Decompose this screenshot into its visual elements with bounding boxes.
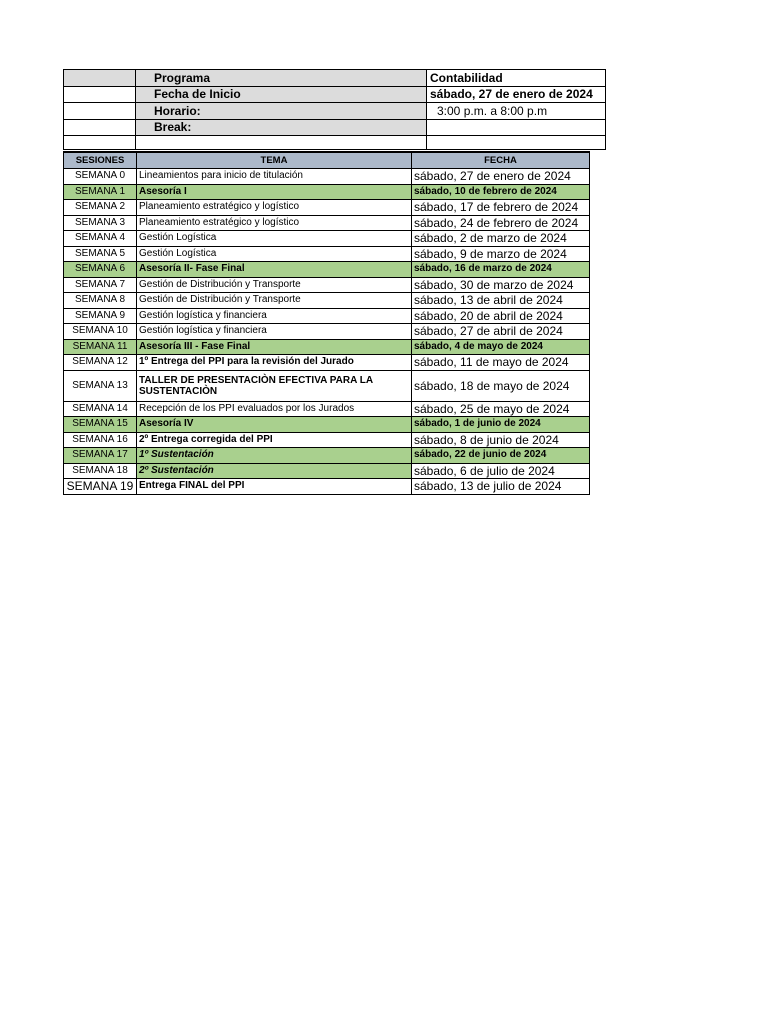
topic-cell: Gestión logística y financiera <box>137 324 412 340</box>
table-row <box>64 355 590 371</box>
date-cell: sábado, 13 de julio de 2024 <box>412 479 590 495</box>
session-cell: SEMANA 6 <box>64 262 137 278</box>
table-row <box>64 277 590 293</box>
session-cell: SEMANA 0 <box>64 169 137 185</box>
header-fecha: FECHA <box>412 152 590 169</box>
table-row <box>64 339 590 355</box>
date-cell: sábado, 27 de enero de 2024 <box>412 169 590 185</box>
date-cell: sábado, 25 de mayo de 2024 <box>412 401 590 417</box>
session-cell: SEMANA 11 <box>64 339 137 355</box>
table-row <box>64 262 590 278</box>
info-blank-cell <box>64 70 136 87</box>
topic-cell: Asesoría IV <box>137 417 412 433</box>
table-row <box>64 246 590 262</box>
session-cell: SEMANA 17 <box>64 448 137 464</box>
topic-cell: 2º Sustentación <box>137 463 412 479</box>
session-cell: SEMANA 7 <box>64 277 137 293</box>
table-row <box>64 463 590 479</box>
programa-label: Programa <box>136 70 427 87</box>
date-cell: sábado, 24 de febrero de 2024 <box>412 215 590 231</box>
date-cell: sábado, 11 de mayo de 2024 <box>412 355 590 371</box>
fecha-inicio-label: Fecha de Inicio <box>136 86 427 103</box>
date-cell: sábado, 16 de marzo de 2024 <box>412 262 590 278</box>
info-row-break <box>64 119 606 136</box>
date-cell: sábado, 30 de marzo de 2024 <box>412 277 590 293</box>
session-cell: SEMANA 3 <box>64 215 137 231</box>
topic-cell: Asesoría III - Fase Final <box>137 339 412 355</box>
date-cell: sábado, 9 de marzo de 2024 <box>412 246 590 262</box>
table-row <box>64 417 590 433</box>
topic-cell: 1º Sustentación <box>137 448 412 464</box>
date-cell: sábado, 22 de junio de 2024 <box>412 448 590 464</box>
info-blank-cell <box>64 119 136 136</box>
schedule-table <box>63 151 590 495</box>
info-row-fecha-inicio <box>64 86 606 103</box>
topic-cell: 1º Entrega del PPI para la revisión del Jurado <box>137 355 412 371</box>
session-cell: SEMANA 9 <box>64 308 137 324</box>
info-blank-cell <box>64 86 136 103</box>
topic-cell: Asesoría I <box>137 184 412 200</box>
topic-cell: Entrega FINAL del PPI <box>137 479 412 495</box>
session-cell: SEMANA 16 <box>64 432 137 448</box>
topic-cell: Planeamiento estratégico y logístico <box>137 215 412 231</box>
table-row <box>64 215 590 231</box>
topic-cell: Gestión de Distribución y Transporte <box>137 277 412 293</box>
header-sesiones: SESIONES <box>64 152 137 169</box>
topic-cell: TALLER DE PRESENTACIÒN EFECTIVA PARA LA SUSTENTACIÒN <box>137 370 412 401</box>
header-tema: TEMA <box>137 152 412 169</box>
info-blank-cell <box>64 103 136 120</box>
date-cell: sábado, 6 de julio de 2024 <box>412 463 590 479</box>
horario-label: Horario: <box>136 103 427 120</box>
date-cell: sábado, 8 de junio de 2024 <box>412 432 590 448</box>
info-spacer-row <box>64 136 606 150</box>
table-row <box>64 169 590 185</box>
date-cell: sábado, 17 de febrero de 2024 <box>412 200 590 216</box>
topic-cell: Lineamientos para inicio de titulación <box>137 169 412 185</box>
session-cell: SEMANA 1 <box>64 184 137 200</box>
date-cell: sábado, 4 de mayo de 2024 <box>412 339 590 355</box>
info-row-programa <box>64 70 606 87</box>
topic-cell: Recepción de los PPI evaluados por los Jurados <box>137 401 412 417</box>
topic-cell: Gestión de Distribución y Transporte <box>137 293 412 309</box>
session-cell: SEMANA 5 <box>64 246 137 262</box>
date-cell: sábado, 2 de marzo de 2024 <box>412 231 590 247</box>
date-cell: sábado, 27 de abril de 2024 <box>412 324 590 340</box>
break-value <box>427 119 606 136</box>
topic-cell: Planeamiento estratégico y logístico <box>137 200 412 216</box>
session-cell: SEMANA 8 <box>64 293 137 309</box>
table-row <box>64 370 590 401</box>
fecha-inicio-value: sábado, 27 de enero de 2024 <box>427 86 606 103</box>
table-row <box>64 231 590 247</box>
topic-cell: Gestión Logística <box>137 231 412 247</box>
session-cell: SEMANA 12 <box>64 355 137 371</box>
session-cell: SEMANA 14 <box>64 401 137 417</box>
topic-cell: Gestión Logística <box>137 246 412 262</box>
session-cell: SEMANA 2 <box>64 200 137 216</box>
session-cell: SEMANA 18 <box>64 463 137 479</box>
session-cell: SEMANA 4 <box>64 231 137 247</box>
topic-cell: Asesoría II- Fase Final <box>137 262 412 278</box>
date-cell: sábado, 1 de junio de 2024 <box>412 417 590 433</box>
table-row <box>64 479 590 495</box>
program-info-table <box>63 69 606 150</box>
table-row <box>64 448 590 464</box>
session-cell: SEMANA 15 <box>64 417 137 433</box>
info-blank-cell <box>427 136 606 150</box>
session-cell: SEMANA 19 <box>64 479 137 495</box>
table-row <box>64 200 590 216</box>
table-row <box>64 432 590 448</box>
session-cell: SEMANA 13 <box>64 370 137 401</box>
date-cell: sábado, 10 de febrero de 2024 <box>412 184 590 200</box>
date-cell: sábado, 13 de abril de 2024 <box>412 293 590 309</box>
schedule-header-row <box>64 152 590 169</box>
info-blank-cell <box>64 136 136 150</box>
table-row <box>64 401 590 417</box>
topic-cell: Gestión logística y financiera <box>137 308 412 324</box>
date-cell: sábado, 18 de mayo de 2024 <box>412 370 590 401</box>
info-blank-cell <box>136 136 427 150</box>
session-cell: SEMANA 10 <box>64 324 137 340</box>
info-row-horario <box>64 103 606 120</box>
table-row <box>64 184 590 200</box>
table-row <box>64 308 590 324</box>
table-row <box>64 293 590 309</box>
horario-value: 3:00 p.m. a 8:00 p.m <box>427 103 606 120</box>
break-label: Break: <box>136 119 427 136</box>
table-row <box>64 324 590 340</box>
topic-cell: 2º Entrega corregida del PPI <box>137 432 412 448</box>
programa-value: Contabilidad <box>427 70 606 87</box>
date-cell: sábado, 20 de abril de 2024 <box>412 308 590 324</box>
